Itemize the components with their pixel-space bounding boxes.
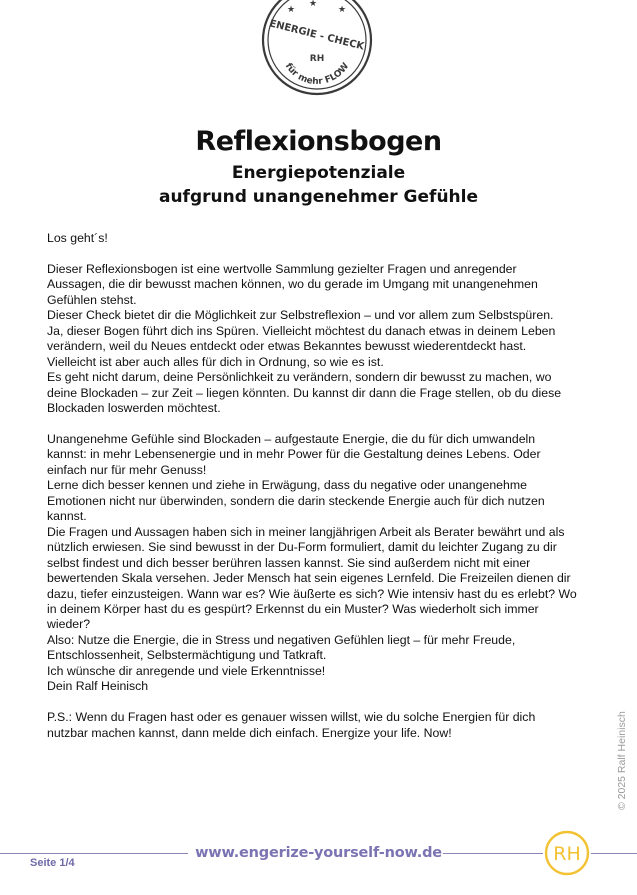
body-text	[47, 231, 595, 741]
energie-check-stamp	[257, 0, 377, 98]
page-subtitle-2: aufgrund unangenehmer Gefühle	[158, 187, 478, 207]
stamp-bottom-text: für mehr FLOW	[282, 61, 352, 88]
paragraph-gap	[47, 416, 595, 432]
copyright-notice	[614, 711, 630, 812]
website-link[interactable]: www.engerize-yourself-now.de	[195, 845, 442, 861]
paragraph-intro: Dieser Reflexionsbogen ist eine wertvolle Sammlung gezielter Fragen und anregender Aussagen, die dir bewusst machen können, wo du gerade im Umgang mit unangenehmen Gefühlen stehst. Dieser Check bietet dir die Möglichkeit zur Selbstreflexion – und vor allem zum Selbstspüren. Ja, dieser Bogen führt dich ins Spüren. Vielleicht möchtest du danach etwas in deinem Leben verändern, weil du Neues entdeckt oder etwas Bekanntes bewusst wiederentdeckt hast. Vielleicht ist aber auch alles für dich in Ordnung, so wie es ist. Es geht nicht darum, deine Persönlichkeit zu verändern, sondern dir bewusst zu machen, wo deine Blockaden – zur Zeit – liegen könnten. Du kannst dir dann die Frage stellen, ob du diese Blockaden loswerden möchtest.	[47, 261, 562, 416]
svg-text:★: ★	[287, 4, 296, 14]
stamp-monogram: RH	[309, 54, 325, 64]
copyright-text: © 2025 Ralf Heinisch	[616, 711, 628, 810]
page-number: Seite 1/4	[30, 857, 75, 869]
paragraph-gap	[47, 246, 595, 262]
svg-text:★: ★	[309, 0, 318, 8]
page-title: Reflexionsbogen	[195, 126, 442, 157]
logo-monogram: RH	[553, 843, 581, 865]
svg-text:★: ★	[338, 4, 347, 14]
paragraph-postscript: P.S.: Wenn du Fragen hast oder es genauer wissen willst, wie du solche Energien für dich nutzbar machen kannst, dann melde dich einfach. Energize your life. Now!	[47, 710, 536, 740]
stamp-top-text: ENERGIE - CHECK	[268, 18, 366, 53]
rh-logo-icon	[543, 829, 591, 877]
paragraph-main: Unangenehme Gefühle sind Blockaden – aufgestaute Energie, die du für dich umwandeln kannst: in mehr Lebensenergie und in mehr Power für die Gestaltung deines Lebens. Oder einfach nur für mehr Genuss! Lerne dich besser kennen und ziehe in Erwägung, dass du negative oder unangenehme Emotionen nicht nur überwinden, sondern die darin steckende Energie auch für dich nutzen kannst. Die Fragen und Aussagen haben sich in meiner langjährigen Arbeit als Berater bewährt und als nützlich erwiesen. Sie sind bewusst in der Du-Form formuliert, damit du leichter Zugang zu dir selbst findest und dich besser berühren lassen kannst. Sie sind außerdem nicht mit einer bewertenden Skala versehen. Jeder Mensch hat sein eigenes Lernfeld. Die Freizeilen dienen dir dazu, tiefer einzusteigen. Wann war es? Wie äußerte es sich? Wie intensiv hast du es erlebt? Wo in deinem Körper hast du es gespürt? Erkennst du ein Muster? Was wiederholt sich immer wieder? Also: Nutze die Energie, die in Stress und negativen Gefühlen liegt – für mehr Freude, Entschlossenheit, Selbstermächtigung und Tatkraft. Ich wünsche dir anregende und viele Erkenntnisse! Dein Ralf Heinisch	[47, 431, 577, 694]
paragraph-greeting: Los geht´s!	[47, 231, 108, 245]
page-subtitle-1: Energiepotenziale	[231, 163, 406, 183]
paragraph-gap	[47, 695, 595, 711]
